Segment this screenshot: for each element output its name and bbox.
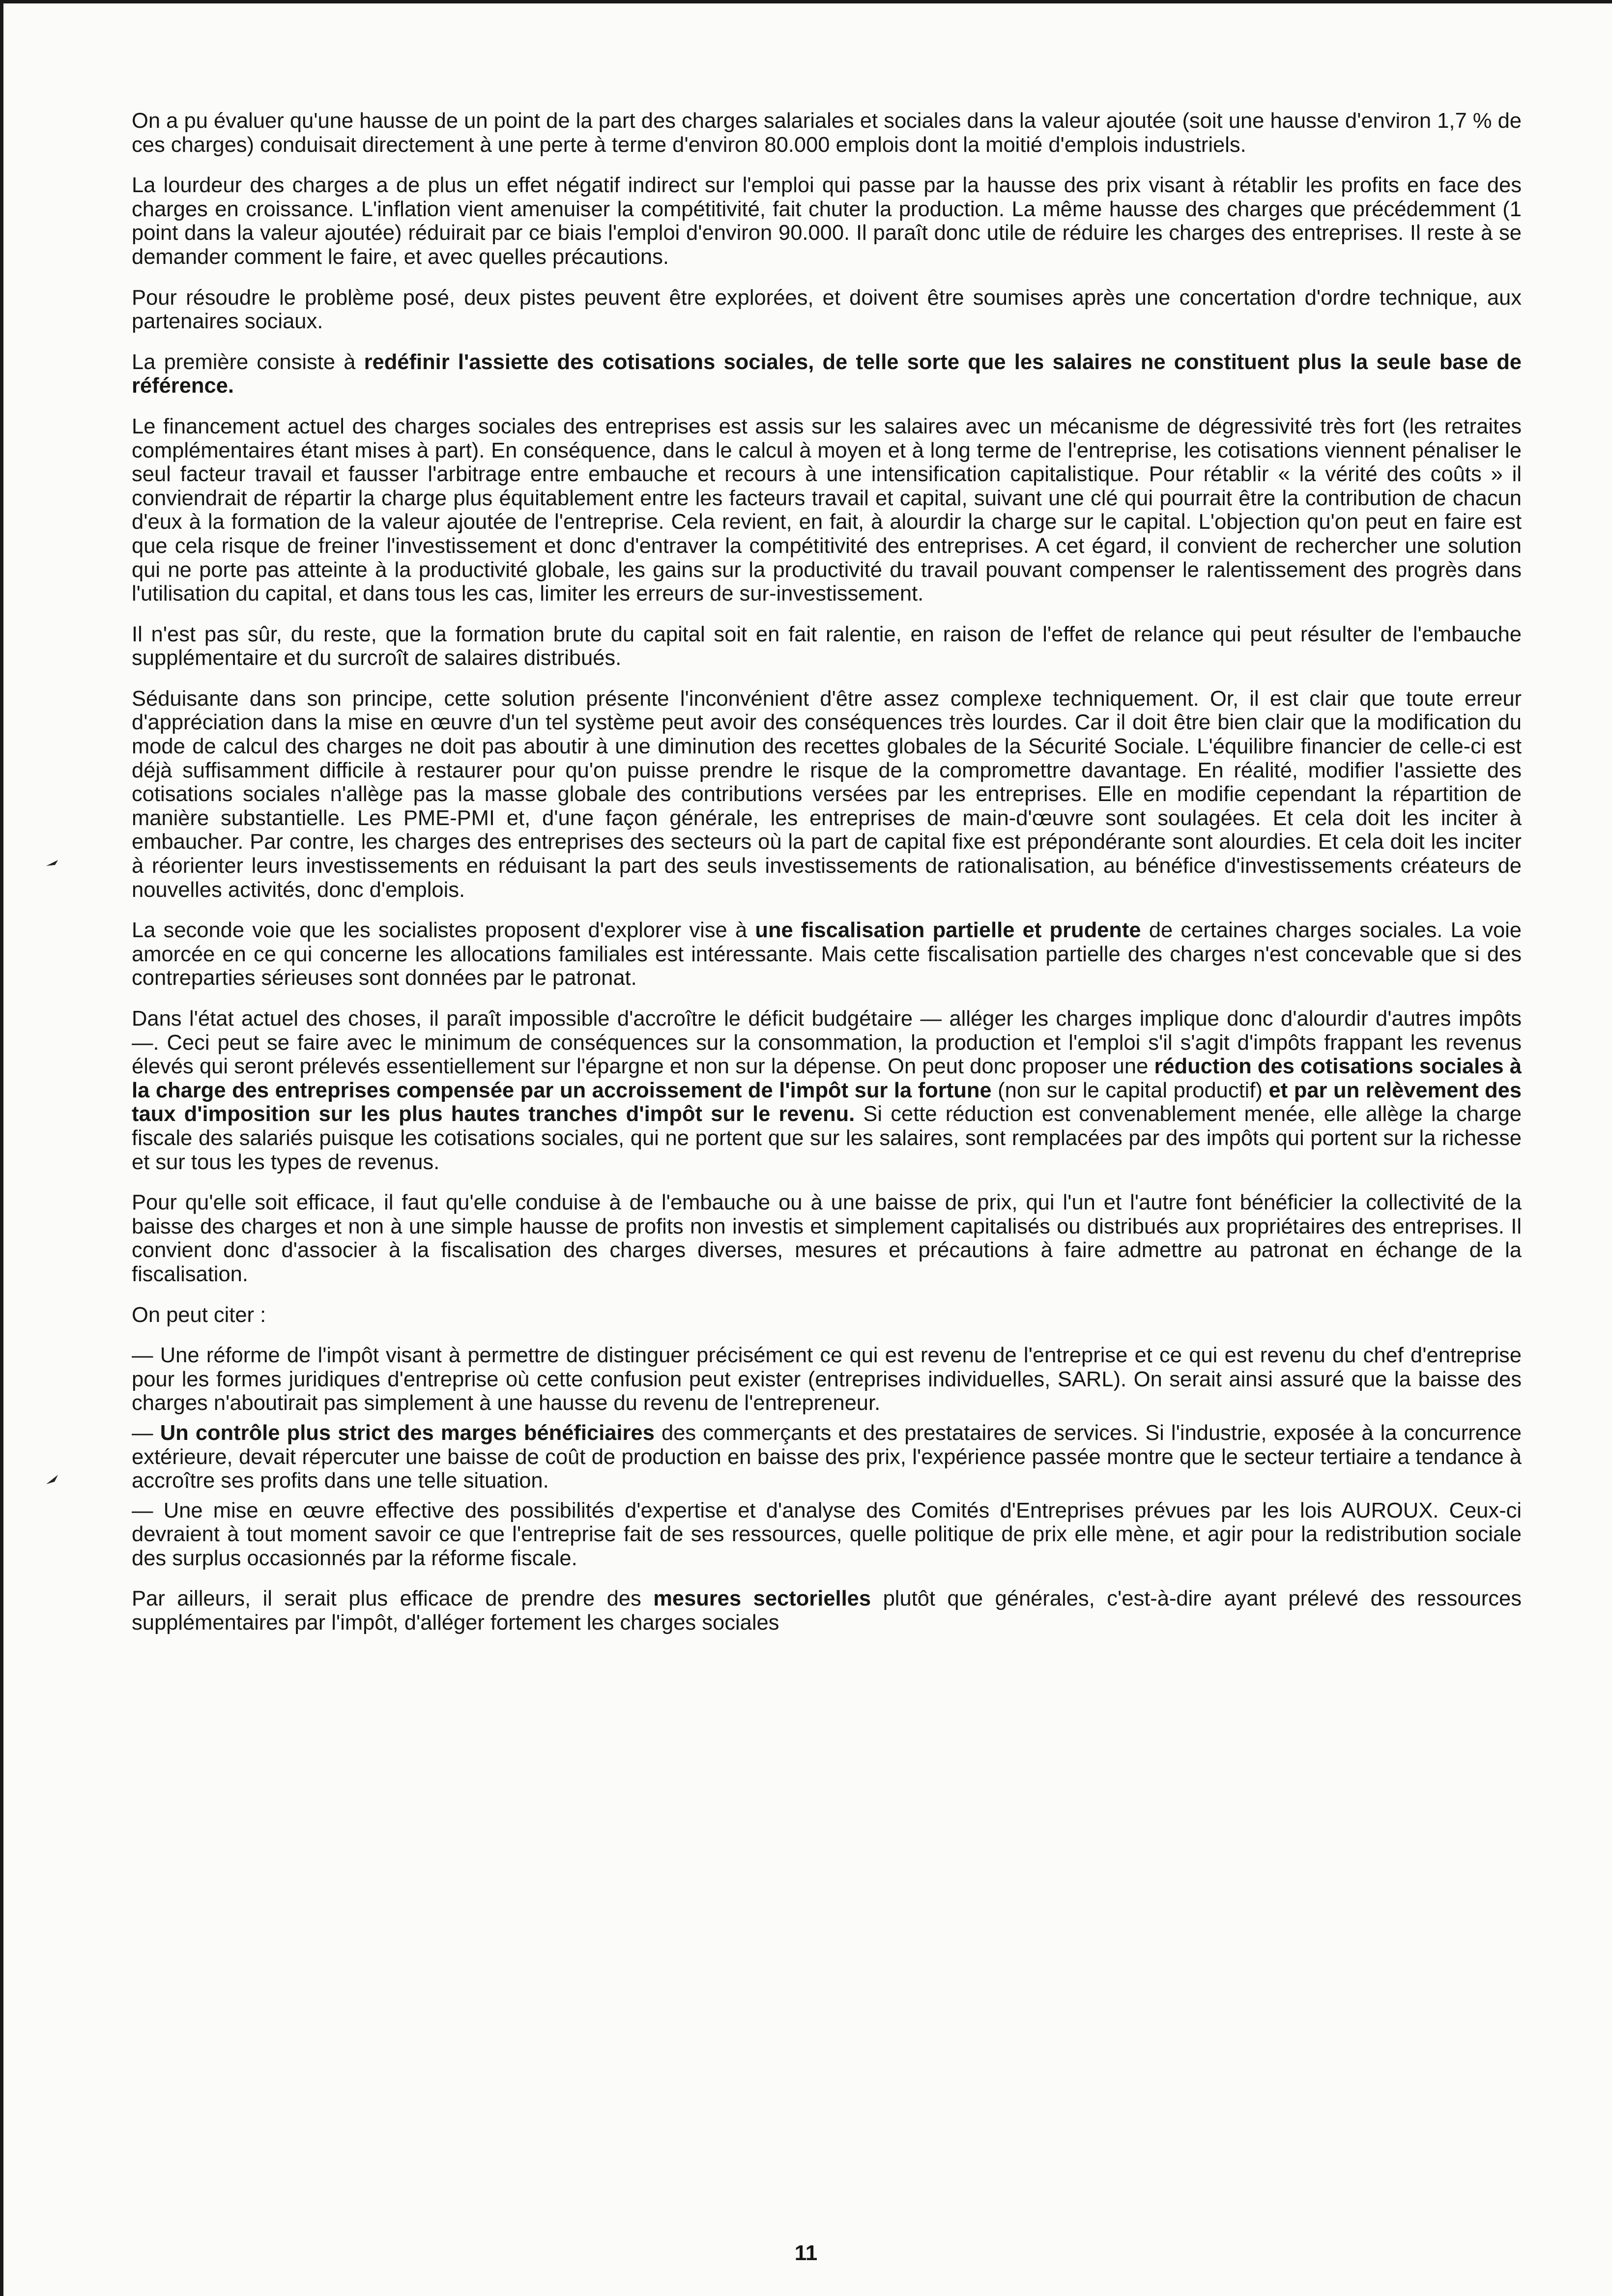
text-run: Pour résoudre le problème posé, deux pistes peuvent être explorées, et doivent être soumises après une concertation d'ordre technique, aux partenaires sociaux.	[132, 286, 1522, 334]
paragraph	[132, 1191, 1522, 1286]
paragraph	[132, 350, 1522, 398]
bold-text: mesures sectorielles	[653, 1587, 871, 1611]
paragraph	[132, 1587, 1522, 1635]
text-run: Il n'est pas sûr, du reste, que la formation brute du capital soit en fait ralentie, en raison de l'effet de relance qui peut résulter de l'embauche supplémentaire et du surcroît de salaires distribués.	[132, 622, 1522, 670]
text-run: Séduisante dans son principe, cette solution présente l'inconvénient d'être assez complexe techniquement. Or, il est clair que toute erreur d'appréciation dans la mise en œuvre d'un tel système peut avoir des conséquences très lourdes. Car il doit être bien clair que la modification du mode de calcul des charges ne doit pas aboutir à une diminution des recettes globales de la Sécurité Sociale. L'équilibre financier de celle-ci est déjà suffisamment difficile à restaurer pour qu'on puisse prendre le risque de la compromettre davantage. En réalité, modifier l'assiette des cotisations sociales n'allège pas la masse globale des contributions versées par les entreprises. Elle en modifie cependant la répartition de manière substantielle. Les PME-PMI et, d'une façon générale, les entreprises de main-d'œuvre sont soulagées. Et cela doit les inciter à embaucher. Par contre, les charges des entreprises des secteurs où la part de capital fixe est prépondérante sont alourdies. Et cela doit les inciter à réorienter leurs investissements en réduisant la part des seuls investissements de rationalisation, au bénéfice d'investissements créateurs de nouvelles activités, donc d'emplois.	[132, 687, 1522, 902]
paragraph	[132, 1499, 1522, 1571]
paragraph	[132, 415, 1522, 606]
paragraph	[132, 1421, 1522, 1493]
page-border-top	[0, 0, 1612, 3]
page-number: 11	[794, 2241, 818, 2265]
paragraph	[132, 1303, 1522, 1327]
text-run: —	[132, 1421, 160, 1445]
text-run: On peut citer :	[132, 1303, 266, 1327]
margin-mark-2	[45, 1473, 60, 1486]
bold-text: et par un relèvement des taux d'imposition sur les plus hautes tranches d'impôt sur le revenu.	[132, 1078, 1522, 1126]
text-run: Pour qu'elle soit efficace, il faut qu'elle conduise à de l'embauche ou à une baisse de prix, qui l'un et l'autre font bénéficier la collectivité de la baisse des charges et non à une simple hausse de profits non investis et simplement capitalisés ou distribués aux propriétaires des entreprises. Il convient donc d'associer à la fiscalisation des charges diverses, mesures et précautions à faire admettre au patronat en échange de la fiscalisation.	[132, 1191, 1522, 1286]
paragraph	[132, 286, 1522, 334]
paragraph	[132, 109, 1522, 157]
document-body	[132, 109, 1522, 1652]
paragraph	[132, 918, 1522, 990]
text-run: — Une mise en œuvre effective des possibilités d'expertise et d'analyse des Comités d'Entreprises prévues par les lois AUROUX. Ceux-ci devraient à tout moment savoir ce que l'entreprise fait de ses ressources, quelle politique de prix elle mène, et agir pour la redistribution sociale des surplus occasionnés par la réforme fiscale.	[132, 1498, 1522, 1570]
margin-mark-1	[45, 858, 60, 868]
paragraph	[132, 173, 1522, 269]
text-run: La première consiste à	[132, 350, 364, 374]
text-run: Si cette réduction est convenablement menée, elle allège la charge fiscale des salariés puisque les cotisations sociales, qui ne portent que sur les salaires, sont remplacées par des impôts qui portent sur la richesse et sur tous les types de revenus.	[132, 1102, 1522, 1174]
text-run: Le financement actuel des charges sociales des entreprises est assis sur les salaires avec un mécanisme de dégressivité très fort (les retraites complémentaires étant mises à part). En conséquence, dans le calcul à moyen et à long terme de l'entreprise, les cotisations viennent pénaliser le seul facteur travail et fausser l'arbitrage entre embauche et recours à une intensification capitalistique. Pour rétablir « la vérité des coûts » il conviendrait de répartir la charge plus équitablement entre les facteurs travail et capital, suivant une clé qui pourrait être la contribution de chacun d'eux à la formation de la valeur ajoutée de l'entreprise. Cela revient, en fait, à alourdir la charge sur le capital. L'objection qu'on peut en faire est que cela risque de freiner l'investissement et donc d'entraver la compétitivité des entreprises. A cet égard, il convient de rechercher une solution qui ne porte pas atteinte à la productivité globale, les gains sur la productivité du travail pouvant compenser le ralentissement des progrès dans l'utilisation du capital, et dans tous les cas, limiter les erreurs de sur-investissement.	[132, 414, 1522, 606]
paragraph	[132, 687, 1522, 902]
text-run: plutôt que générales, c'est-à-dire ayant prélevé des ressources supplémentaires par l'impôt, d'alléger fortement les charges sociales	[132, 1587, 1522, 1635]
bold-text: réduction des cotisations sociales à la charge des entreprises compensée par un accroissement de l'impôt sur la fortune	[132, 1055, 1522, 1102]
paragraph	[132, 1007, 1522, 1174]
text-run: La lourdeur des charges a de plus un effet négatif indirect sur l'emploi qui passe par la hausse des prix visant à rétablir les profits en face des charges en croissance. L'inflation vient amenuiser la compétitivité, fait chuter la production. La même hausse des charges que précédemment (1 point dans la valeur ajoutée) réduirait par ce biais l'emploi d'environ 90.000. Il paraît donc utile de réduire les charges des entreprises. Il reste à se demander comment le faire, et avec quelles précautions.	[132, 173, 1522, 269]
text-run: La seconde voie que les socialistes proposent d'explorer vise à	[132, 918, 755, 943]
bold-text: une fiscalisation partielle et prudente	[755, 918, 1141, 943]
text-run: Par ailleurs, il serait plus efficace de prendre des	[132, 1587, 654, 1611]
text-run: On a pu évaluer qu'une hausse de un point de la part des charges salariales et sociales dans la valeur ajoutée (soit une hausse d'environ 1,7 % de ces charges) conduisait directement à une perte à terme d'environ 80.000 emplois dont la moitié d'emplois industriels.	[132, 109, 1522, 157]
text-run: Dans l'état actuel des choses, il paraît impossible d'accroître le déficit budgétaire — alléger les charges implique donc d'alourdir d'autres impôts —. Ceci peut se faire avec le minimum de conséquences sur la consommation, la production et l'emploi s'il s'agit d'impôts frappant les revenus élevés qui seront prélevés essentiellement sur l'épargne et non sur la dépense. On peut donc proposer une	[132, 1007, 1522, 1079]
text-run: (non sur le capital productif)	[991, 1078, 1269, 1102]
text-run: — Une réforme de l'impôt visant à permettre de distinguer précisément ce qui est revenu de l'entreprise et ce qui est revenu du chef d'entreprise pour les formes juridiques d'entreprise où cette confusion peut exister (entreprises individuelles, SARL). On serait ainsi assuré que la baisse des charges n'aboutirait pas simplement à une hausse du revenu de l'entrepreneur.	[132, 1344, 1522, 1415]
page-border-left	[0, 0, 3, 2296]
bold-text: Un contrôle plus strict des marges bénéficiaires	[160, 1421, 655, 1445]
paragraph	[132, 623, 1522, 670]
paragraph	[132, 1344, 1522, 1415]
bold-text: redéfinir l'assiette des cotisations sociales, de telle sorte que les salaires ne constituent plus la seule base de référence.	[132, 350, 1522, 398]
text-run: de certaines charges sociales. La voie amorcée en ce qui concerne les allocations familiales est intéressante. Mais cette fiscalisation partielle des charges n'est concevable que si des contreparties sérieuses sont données par le patronat.	[132, 918, 1522, 990]
text-run: des commerçants et des prestataires de services. Si l'industrie, exposée à la concurrence extérieure, devait répercuter une baisse de coût de production en baisse des prix, l'expérience passée montre que le secteur tertiaire a tendance à accroître ses profits dans une telle situation.	[132, 1421, 1522, 1493]
